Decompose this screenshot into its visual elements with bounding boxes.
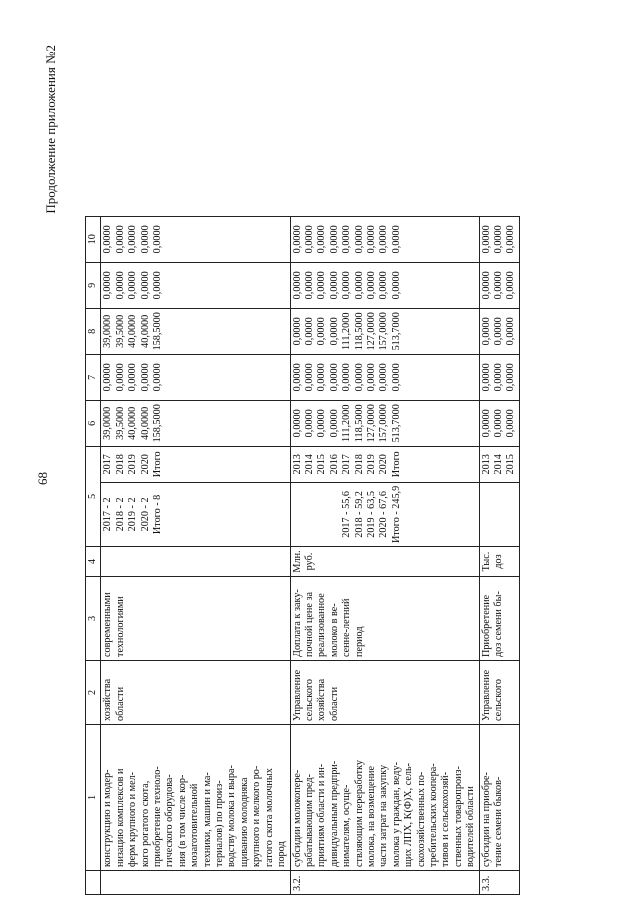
unit-cell [101, 547, 290, 577]
row-number-cell [101, 871, 290, 895]
program-table [85, 216, 520, 895]
measure-name-cell: субсидии молокопере- рабатывающим пред- приятиям области и ин- дивидуальным предпри- нимателям, осуще- ствляющим переработку молока, на возмещение части затрат на закупку молока у граждан, веду- щих ЛПХ, К(Ф)Х, сель- скохозяйственных по- требительских коопера- тивов и сельскохозяй- ственных товаропроиз- водителей области [290, 725, 479, 871]
unit-cell: Тыс. доз [479, 547, 519, 577]
total-funding-cell: 0,0000 0,0000 0,0000 0,0000 111,2000 118,5000 127,0000 157,0000 513,7000 [290, 400, 479, 446]
measure-name-cell: конструкцию и модер- низацию комплексов и ферм крупного и мел- кого рогатого скота, приобретение техноло- гического оборудова- ния (в том числе кор- мозаготовительной техники, машин и ма- териалов) по произ- водству молока и выра- щиванию молодняка крупного и мелкого ро- гатого скота молочных пород [101, 725, 290, 871]
column-header: 2 [86, 661, 101, 725]
federal-budget-cell: 0,0000 0,0000 0,0000 [479, 354, 519, 400]
total-funding-cell: 0,0000 0,0000 0,0000 [479, 400, 519, 446]
local-budget-cell: 0,0000 0,0000 0,0000 0,0000 0,0000 [101, 262, 290, 308]
column-header: 7 [86, 354, 101, 400]
other-sources-cell: 0,0000 0,0000 0,0000 0,0000 0,0000 [101, 216, 290, 262]
appendix-continuation-title: Продолжение приложения №2 [43, 45, 58, 214]
indicator-value-cell [479, 482, 519, 546]
other-sources-cell: 0,0000 0,0000 0,0000 [479, 216, 519, 262]
total-funding-cell: 39,0000 39,5000 40,0000 40,0000 158,5000 [101, 400, 290, 446]
column-header: 9 [86, 262, 101, 308]
column-header: 8 [86, 308, 101, 354]
regional-budget-cell: 0,0000 0,0000 0,0000 [479, 308, 519, 354]
federal-budget-cell: 0,0000 0,0000 0,0000 0,0000 0,0000 [101, 354, 290, 400]
indicator-name-cell: современными технологиями [101, 577, 290, 661]
page-number: 68 [35, 472, 50, 485]
responsible-executor-cell: Управление сельского [479, 661, 519, 725]
table-body [101, 216, 519, 894]
federal-budget-cell: 0,0000 0,0000 0,0000 0,0000 0,0000 0,0000 0,0000 0,0000 0,0000 [290, 354, 479, 400]
column-header: 10 [86, 216, 101, 262]
measure-name-cell: субсидии на приобре- тение семени быков- [479, 725, 519, 871]
other-sources-cell: 0,0000 0,0000 0,0000 0,0000 0,0000 0,0000 0,0000 0,0000 0,0000 [290, 216, 479, 262]
responsible-executor-cell: Управление сельского хозяйства области [290, 661, 479, 725]
table-row [101, 216, 290, 894]
responsible-executor-cell: хозяйства области [101, 661, 290, 725]
column-header: 5 [86, 446, 101, 546]
column-header: 1 [86, 725, 101, 871]
indicator-value-cell: 2017 - 2 2018 - 2 2019 - 2 2020 - 2 Итого - 8 [101, 482, 290, 546]
column-header [86, 871, 101, 895]
column-number-row [86, 216, 101, 894]
unit-cell: Млн. руб. [290, 547, 479, 577]
year-cell: 2013 2014 2015 2016 2017 2018 2019 2020 Итого [290, 446, 479, 482]
regional-budget-cell: 39,0000 39,5000 40,0000 40,0000 158,5000 [101, 308, 290, 354]
local-budget-cell: 0,0000 0,0000 0,0000 0,0000 0,0000 0,0000 0,0000 0,0000 0,0000 [290, 262, 479, 308]
column-header: 3 [86, 577, 101, 661]
table-row [290, 216, 479, 894]
table-row [479, 216, 519, 894]
indicator-name-cell: Доплата к заку- почной цене за реализованное молоко в ве- сенне-летний период [290, 577, 479, 661]
indicator-name-cell: Приобретение доз семени бы- [479, 577, 519, 661]
year-cell: 2017 2018 2019 2020 Итого [101, 446, 290, 482]
local-budget-cell: 0,0000 0,0000 0,0000 [479, 262, 519, 308]
column-header: 4 [86, 547, 101, 577]
column-header: 6 [86, 400, 101, 446]
row-number-cell: 3.2. [290, 871, 479, 895]
row-number-cell: 3.3. [479, 871, 519, 895]
year-cell: 2013 2014 2015 [479, 446, 519, 482]
indicator-value-cell: 2017 - 55,6 2018 - 59,2 2019 - 63,5 2020 - 67,6 Итого - 245,9 [290, 482, 479, 546]
regional-budget-cell: 0,0000 0,0000 0,0000 0,0000 111,2000 118,5000 127,0000 157,0000 513,7000 [290, 308, 479, 354]
